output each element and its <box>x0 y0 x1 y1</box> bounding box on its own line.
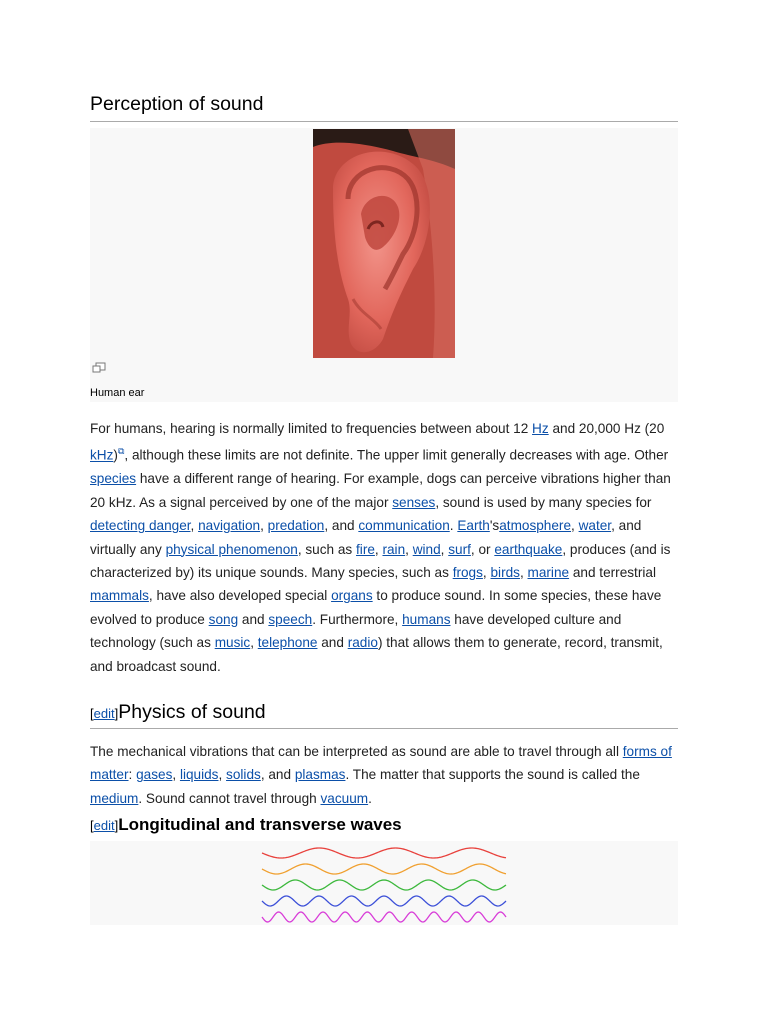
link-wind[interactable]: wind <box>412 541 441 557</box>
link-radio[interactable]: radio <box>347 635 378 651</box>
page-title: Perception of sound <box>90 93 678 122</box>
link-water[interactable]: water <box>578 518 612 534</box>
link-marine[interactable]: marine <box>527 564 570 580</box>
link-birds[interactable]: birds <box>490 564 520 580</box>
link-telephone[interactable]: telephone <box>257 635 318 651</box>
waves-image-thumbnail <box>90 841 678 925</box>
external-link-icon[interactable]: ⧉ <box>117 446 125 457</box>
link-surf[interactable]: surf <box>448 541 471 557</box>
link-medium[interactable]: medium <box>90 790 139 806</box>
wave-red <box>262 848 506 858</box>
link-detecting-danger[interactable]: detecting danger <box>90 518 191 534</box>
section-heading-waves <box>90 815 678 835</box>
link-gases[interactable]: gases <box>136 767 173 783</box>
image-thumbnail <box>90 128 678 402</box>
link-frogs[interactable]: frogs <box>452 564 483 580</box>
human-ear-image[interactable] <box>313 129 455 358</box>
edit-link[interactable]: edit <box>93 818 115 833</box>
paragraph-physics: The mechanical vibrations that can be interpreted as sound are able to travel through all forms of matter: gases, liquids, solids, and plasmas. The matter that supports the sound is called the medium. Sound cannot travel through vacuum. <box>90 744 672 806</box>
link-earthquake[interactable]: earthquake <box>494 541 563 557</box>
link-communication[interactable]: communication <box>358 518 450 534</box>
link-atmosphere[interactable]: atmosphere <box>499 518 572 534</box>
link-music[interactable]: music <box>214 635 251 651</box>
link-hz[interactable]: Hz <box>532 421 549 436</box>
paragraph-perception: For humans, hearing is normally limited to frequencies between about 12 Hz and 20,000 Hz (20 kHz)⧉, although these limits are not definite. The upper limit generally decreases with age. Other species have a different range of hearing. For example, dogs can perceive vibrations higher than 20 kHz. As a signal perceived by one of the major senses, sound is used by many species for detecting danger, navigation, predation, and communication. Earth'satmosphere, water, and virtually any physical phenomenon, such as fire, rain, wind, surf, or earthquake, produces (and is characterized by) its unique sounds. Many species, such as frogs, birds, marine and terrestrial mammals, have also developed special organs to produce sound. In some species, these have evolved to produce song and speech. Furthermore, humans have developed culture and technology (such as music, telephone and radio) that allows them to generate, record, transmit, and broadcast sound. <box>90 421 671 674</box>
edit-section-waves: [edit] <box>90 818 119 833</box>
wave-green <box>262 880 506 890</box>
link-liquids[interactable]: liquids <box>179 767 219 783</box>
image-caption: Human ear <box>90 387 145 399</box>
wave-orange <box>262 864 506 874</box>
link-earth[interactable]: Earth <box>457 518 490 534</box>
link-rain[interactable]: rain <box>382 541 406 557</box>
link-forms-of-matter[interactable]: forms of matter <box>90 744 672 783</box>
link-khz[interactable]: kHz <box>90 447 114 463</box>
link-predation[interactable]: predation <box>267 518 325 534</box>
link-solids[interactable]: solids <box>226 767 261 783</box>
heading-text: Longitudinal and transverse waves <box>118 815 402 834</box>
edit-link[interactable]: edit <box>93 706 115 721</box>
link-plasmas[interactable]: plasmas <box>294 767 346 783</box>
link-navigation[interactable]: navigation <box>198 518 261 534</box>
link-humans[interactable]: humans <box>402 611 451 627</box>
link-physical-phenomenon[interactable]: physical phenomenon <box>165 541 298 557</box>
waves-illustration[interactable] <box>90 841 678 925</box>
link-species[interactable]: species <box>90 471 137 487</box>
link-senses[interactable]: senses <box>392 494 436 510</box>
ear-illustration <box>313 129 455 358</box>
heading-text: Physics of sound <box>118 701 266 723</box>
link-song[interactable]: song <box>208 611 239 627</box>
enlarge-icon[interactable] <box>92 362 106 374</box>
section-heading-physics <box>90 701 678 729</box>
link-vacuum[interactable]: vacuum <box>320 790 369 806</box>
link-organs[interactable]: organs <box>331 588 373 604</box>
edit-section-physics: [edit] <box>90 706 119 721</box>
link-mammals[interactable]: mammals <box>90 588 149 604</box>
wave-magenta <box>262 912 506 922</box>
link-fire[interactable]: fire <box>356 541 375 557</box>
link-speech[interactable]: speech <box>268 611 313 627</box>
wave-blue <box>262 896 506 906</box>
